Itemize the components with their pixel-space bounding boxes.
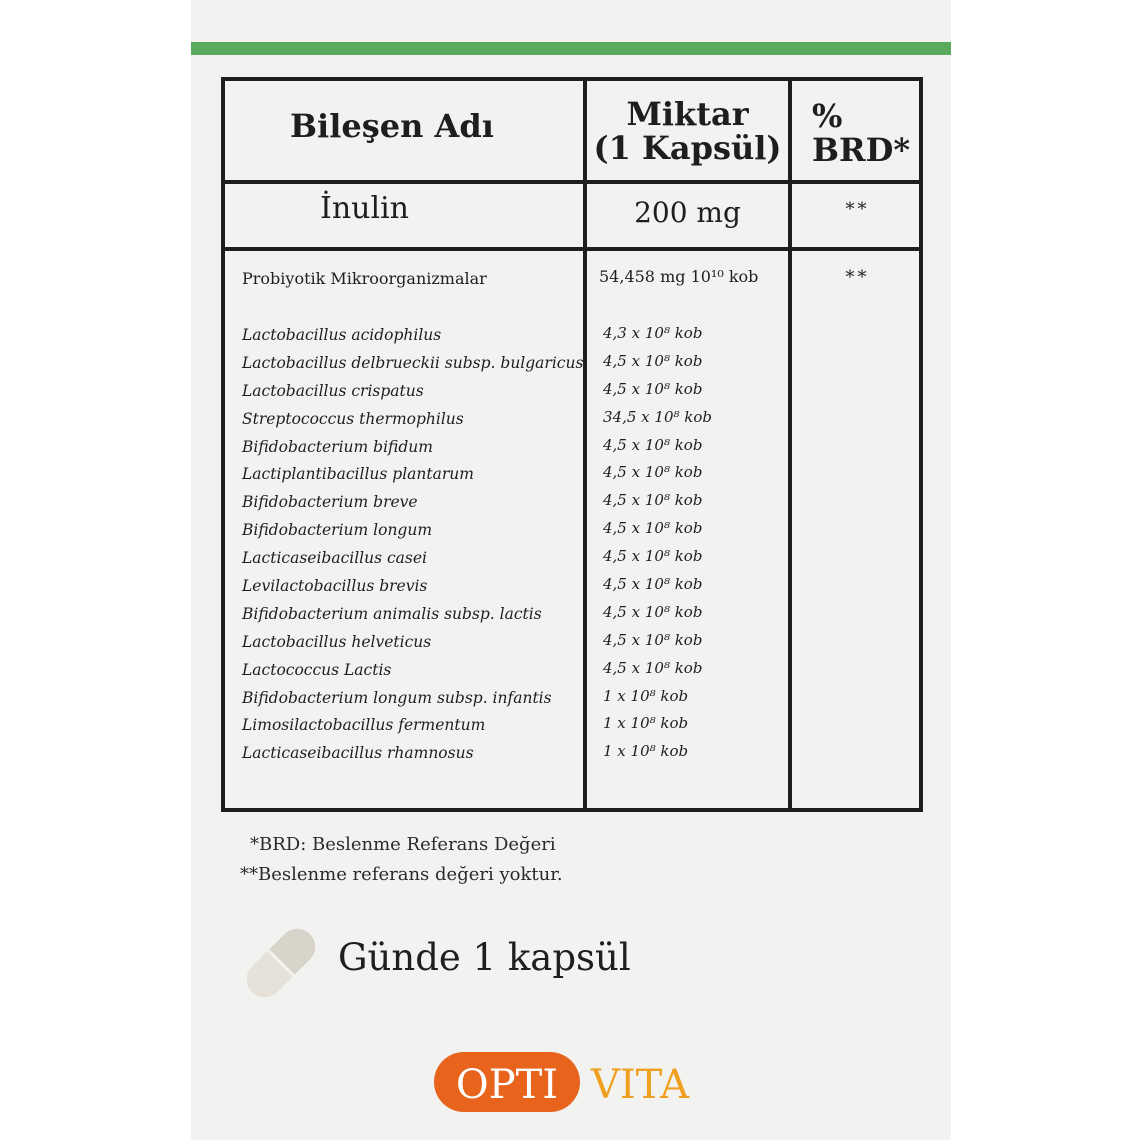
strain-name: Lactococcus Lactis [242,660,392,679]
strain-name: Bifidobacterium bifidum [242,437,433,456]
strain-quantity: 4,5 x 10⁸ kob [603,463,703,482]
strain-name: Lactobacillus crispatus [242,381,424,400]
header-rdv-line1: % [812,97,843,135]
table-divider [788,81,792,808]
header-quantity [587,97,788,165]
strain-name: Lactobacillus delbrueckii subsp. bulgaricus [242,353,584,372]
footnote-brd: *BRD: Beslenme Referans Değeri [250,834,556,855]
dosage-text: Günde 1 kapsül [338,936,631,979]
capsule-icon [236,918,326,1008]
header-rdv-line2: BRD* [812,131,911,169]
strain-name: Streptococcus thermophilus [242,409,464,428]
inulin-rdv: ** [845,199,870,220]
strain-name: Levilactobacillus brevis [242,577,428,596]
strain-name: Bifidobacterium animalis subsp. lactis [242,604,542,623]
table-divider [225,180,919,184]
strain-quantity: 4,5 x 10⁸ kob [603,547,703,566]
header-quantity-line2: (1 Kapsül) [593,129,782,167]
probiotic-rdv: ** [845,267,870,288]
strain-name: Lactobacillus acidophilus [242,326,442,344]
inulin-quantity: 200 mg [634,196,741,229]
footnote-no-value: **Beslenme referans değeri yoktur. [240,864,563,885]
strain-list [242,322,583,768]
strain-name: Bifidobacterium breve [242,493,418,512]
strain-quantity: 4,5 x 10⁸ kob [603,658,703,677]
header-ingredient-name: Bileşen Adı [290,107,494,145]
logo-text-vita: VITA [590,1062,690,1108]
strain-name: Lacticaseibacillus casei [242,549,427,568]
green-accent-bar [191,42,951,55]
header-quantity-line1: Miktar [626,95,749,133]
strain-name: Lactiplantibacillus plantarum [242,465,474,484]
strain-quantity: 4,5 x 10⁸ kob [603,575,703,594]
strain-name: Bifidobacterium longum [242,521,433,540]
strain-quantity: 4,3 x 10⁸ kob [603,324,703,342]
probiotic-name: Probiyotik Mikroorganizmalar [242,269,487,288]
strain-quantity: 4,5 x 10⁸ kob [603,379,703,398]
table-divider [583,81,587,808]
strain-quantity: 4,5 x 10⁸ kob [603,602,703,621]
optivita-logo [432,1046,702,1118]
strain-quantity: 1 x 10⁸ kob [603,742,689,761]
strain-quantity: 4,5 x 10⁸ kob [603,491,703,510]
strain-quantity: 4,5 x 10⁸ kob [603,351,703,370]
strain-quantity: 4,5 x 10⁸ kob [603,435,703,454]
strain-name: Limosilactobacillus fermentum [242,716,486,735]
strain-quantity: 4,5 x 10⁸ kob [603,519,703,538]
strain-quantity-list [603,320,712,766]
ingredient-table [221,77,923,812]
strain-name: Lactobacillus helveticus [242,632,432,651]
probiotic-quantity: 54,458 mg 10¹⁰ kob [599,267,759,286]
strain-quantity: 1 x 10⁸ kob [603,686,689,705]
strain-quantity: 1 x 10⁸ kob [603,714,689,733]
header-rdv [792,99,923,167]
logo-text-opti: OPTI [455,1062,559,1108]
inulin-name: İnulin [320,191,410,226]
table-divider [225,247,919,251]
strain-name: Bifidobacterium longum subsp. infantis [242,688,552,707]
strain-quantity: 34,5 x 10⁸ kob [603,407,712,426]
strain-name: Lacticaseibacillus rhamnosus [242,744,474,763]
strain-quantity: 4,5 x 10⁸ kob [603,630,703,649]
